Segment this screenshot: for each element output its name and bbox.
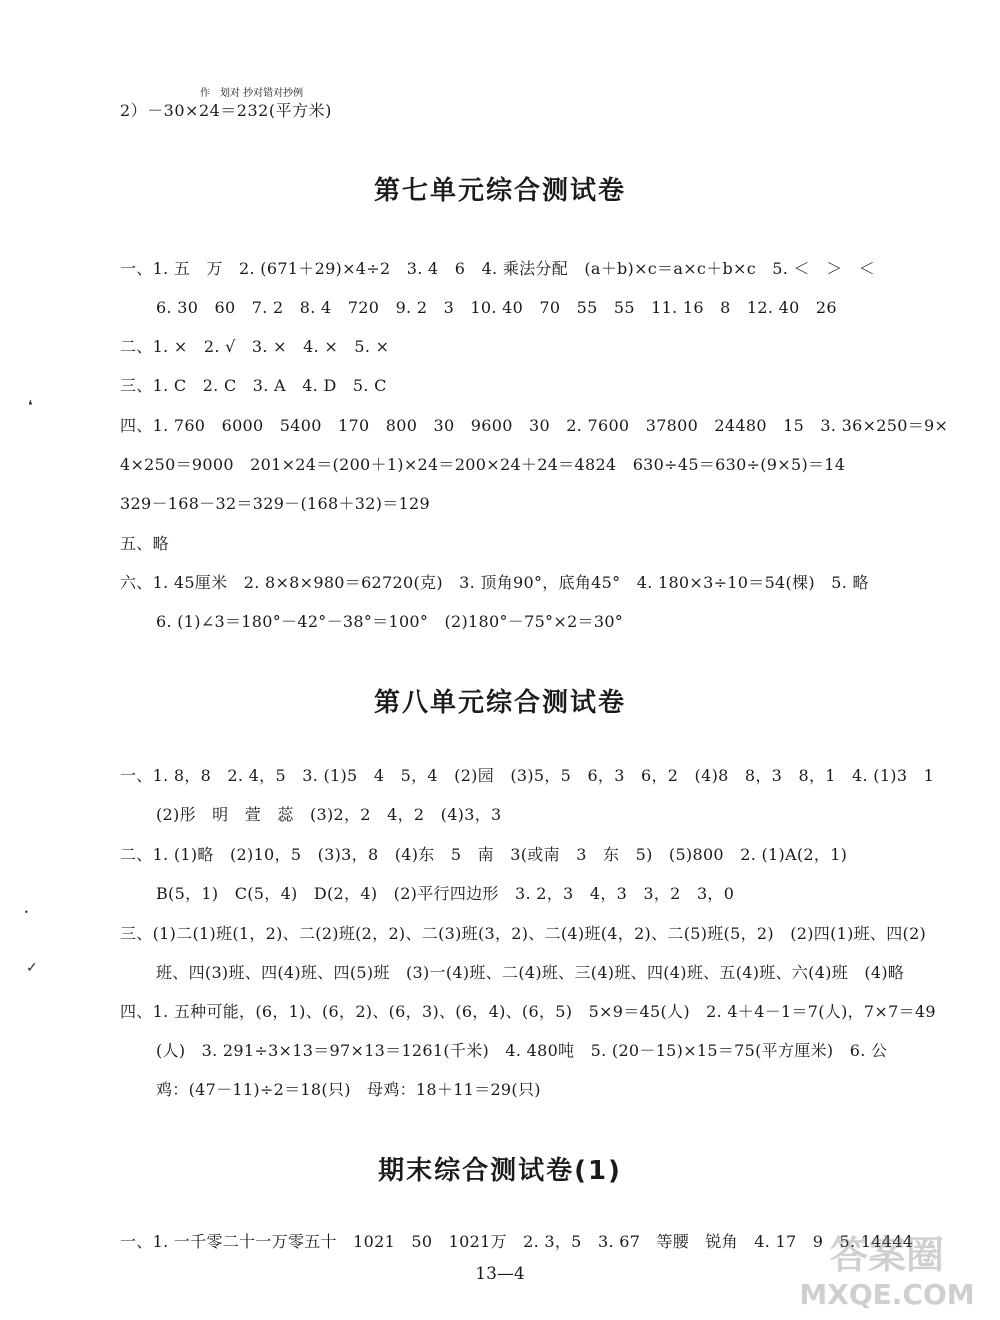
- watermark-top-text: 答案圈: [829, 1233, 945, 1277]
- answer-line: 四、1. 五种可能，(6，1)、(6，2)、(6，3)、(6，4)、(6，5) 5×9＝45(人) 2. 4＋4－1＝7(人)，7×7＝49: [120, 1002, 936, 1021]
- answer-line: 6. 30 60 7. 2 8. 4 720 9. 2 3 10. 40 70 55 55 11. 16 8 12. 40 26: [156, 298, 837, 317]
- answer-line: 一、1. 一千零二十一万零五十 1021 50 1021万 2. 3，5 3. 67 等腰 锐角 4. 17 9 5. 14444: [120, 1232, 914, 1251]
- previous-answer-fragment: 2）－30×24＝232(平方米): [120, 101, 332, 120]
- answer-line: 五、略: [120, 534, 169, 553]
- answer-line: 四、1. 760 6000 5400 170 800 30 9600 30 2. 7600 37800 24480 15 3. 36×250＝9×: [120, 416, 949, 435]
- handwritten-note: 作 划对 抄对错对抄例: [200, 88, 304, 99]
- section-title-final-exam: 期末综合测试卷(1): [378, 1156, 622, 1186]
- answer-line: 班、四(3)班、四(4)班、四(5)班 (3)一(4)班、二(4)班、三(4)班、四(4)班、五(4)班、六(4)班 (4)略: [156, 963, 905, 982]
- answer-line: (2)彤 明 萱 蕊 (3)2，2 4，2 (4)3，3: [156, 805, 502, 824]
- page-number: 13—4: [475, 1264, 525, 1284]
- watermark-bottom-text: MXQE.COM: [799, 1278, 975, 1311]
- answer-line: (人) 3. 291÷3×13＝97×13＝1261(千米) 4. 480吨 5. (20－15)×15＝75(平方厘米) 6. 公: [156, 1041, 888, 1060]
- answer-line: 二、1. × 2. √ 3. × 4. × 5. ×: [120, 337, 390, 356]
- answer-line: 三、1. C 2. C 3. A 4. D 5. C: [120, 376, 387, 395]
- margin-mark: •: [24, 908, 29, 917]
- answer-line: 三、(1)二(1)班(1，2)、二(2)班(2，2)、二(3)班(3，2)、二(4)班(4，2)、二(5)班(5，2) (2)四(1)班、四(2): [120, 924, 927, 943]
- margin-mark: ❛: [28, 398, 33, 414]
- answer-line: 六、1. 45厘米 2. 8×8×980＝62720(克) 3. 顶角90°，底角45° 4. 180×3÷10＝54(棵) 5. 略: [120, 573, 869, 592]
- answer-line: B(5，1) C(5，4) D(2，4) (2)平行四边形 3. 2，3 4，3 3，2 3，0: [156, 884, 735, 903]
- watermark-logo: [792, 1228, 982, 1312]
- section-title-unit7: 第七单元综合测试卷: [373, 176, 626, 206]
- answer-line: 鸡：(47－11)÷2＝18(只) 母鸡：18＋11＝29(只): [156, 1080, 541, 1099]
- answer-line: 一、1. 8，8 2. 4，5 3. (1)5 4 5，4 (2)园 (3)5，5 6，3 6，2 (4)8 8，3 8，1 4. (1)3 1: [120, 766, 935, 785]
- answer-line: 329－168－32＝329－(168＋32)＝129: [120, 494, 430, 513]
- answer-line: 二、1. (1)略 (2)10，5 (3)3，8 (4)东 5 南 3(或南 3 东 5) (5)800 2. (1)A(2，1): [120, 845, 848, 864]
- answer-line: 4×250＝9000 201×24＝(200＋1)×24＝200×24＋24＝4824 630÷45＝630÷(9×5)＝14: [120, 455, 846, 474]
- answer-line: 6. (1)∠3＝180°－42°－38°＝100° (2)180°－75°×2＝30°: [156, 612, 624, 631]
- section-title-unit8: 第八单元综合测试卷: [373, 688, 626, 718]
- margin-mark: ✓: [26, 960, 38, 976]
- answer-line: 一、1. 五 万 2. (671＋29)×4÷2 3. 4 6 4. 乘法分配 (a＋b)×c＝a×c＋b×c 5. ＜ ＞ ＜: [120, 259, 876, 278]
